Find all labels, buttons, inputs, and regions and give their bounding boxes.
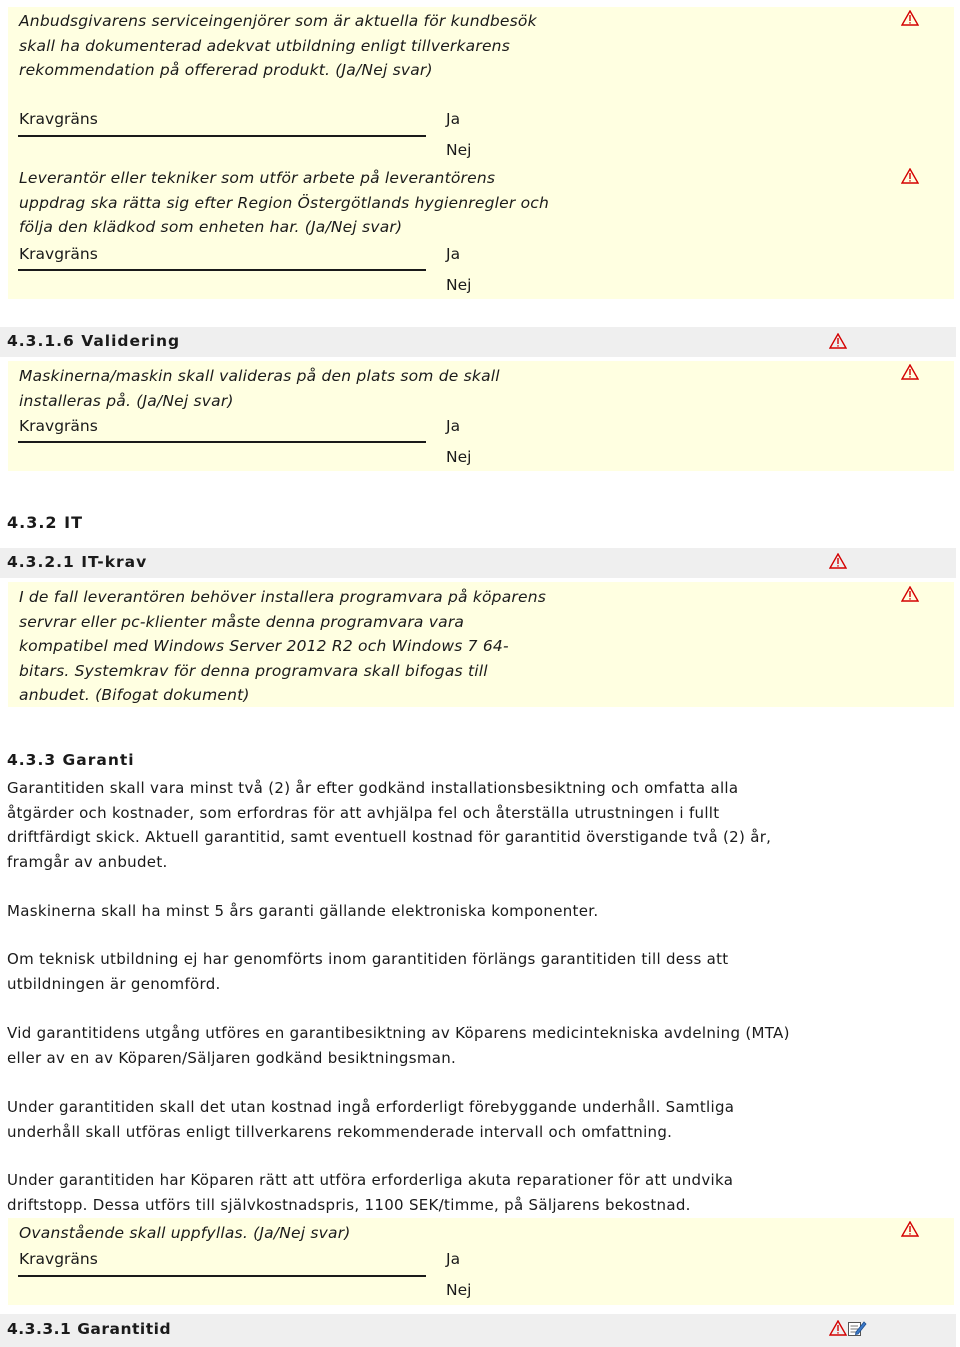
warning-icon[interactable] — [901, 586, 919, 602]
section-heading: 4.3.1.6 Validering — [7, 332, 181, 350]
warning-icon[interactable] — [901, 364, 919, 380]
warning-icon[interactable] — [829, 333, 847, 349]
section-heading: 4.3.3 Garanti — [7, 751, 135, 769]
option-yes[interactable]: Ja — [446, 245, 461, 263]
edit-icon[interactable] — [847, 1319, 867, 1337]
answer-line — [18, 1275, 426, 1277]
answer-line — [18, 135, 426, 137]
question-text: Ovanstående skall uppfyllas. (Ja/Nej svar) — [19, 1224, 351, 1242]
answer-line — [18, 441, 426, 443]
section-heading: 4.3.2.1 IT-krav — [7, 553, 148, 571]
question-text: Anbudsgivarens serviceingenjörer som är aktuella för kundbesök skall ha dokumenterad adekvat utbildning enligt tillverkarens rekommendation på offererad produkt. (Ja/Nej svar) — [19, 12, 537, 79]
body-paragraph: Garantitiden skall vara minst två (2) år efter godkänd installationsbesiktning och omfatta alla åtgärder och kostnader, som erfordras för att avhjälpa fel och återställa utrustningen i fullt driftfärdigt skick. Aktuell garantitid, samt eventuell kostnad för garantitid överstigande två (2) år, framgår av anbudet. — [7, 779, 772, 871]
warning-icon[interactable] — [901, 10, 919, 26]
kravgrans-label: Kravgräns — [19, 417, 98, 435]
warning-icon[interactable] — [901, 1221, 919, 1237]
option-yes[interactable]: Ja — [446, 110, 461, 128]
warning-icon[interactable] — [829, 1320, 847, 1336]
option-no[interactable]: Nej — [446, 1281, 472, 1299]
kravgrans-label: Kravgräns — [19, 245, 98, 263]
body-paragraph: Om teknisk utbildning ej har genomförts inom garantitiden förlängs garantitiden till dess att utbildningen är genomförd. — [7, 950, 729, 993]
answer-line — [18, 269, 426, 271]
question-text: Maskinerna/maskin skall valideras på den plats som de skall installeras på. (Ja/Nej svar) — [19, 367, 500, 410]
section-heading: 4.3.2 IT — [7, 513, 83, 532]
body-paragraph: Vid garantitidens utgång utföres en garantibesiktning av Köparens medicintekniska avdelning (MTA) eller av en av Köparen/Säljaren godkänd besiktningsman. — [7, 1024, 790, 1067]
question-text: I de fall leverantören behöver installera programvara på köparens servrar eller pc-klienter måste denna programvara vara kompatibel med Windows Server 2012 R2 och Windows 7 64-bitars. Systemkrav för denna programvara skall bifogas till anbudet. (Bifogat dokument) — [19, 588, 547, 704]
body-paragraph: Maskinerna skall ha minst 5 års garanti gällande elektroniska komponenter. — [7, 902, 599, 920]
warning-icon[interactable] — [901, 168, 919, 184]
option-no[interactable]: Nej — [446, 448, 472, 466]
option-yes[interactable]: Ja — [446, 1250, 461, 1268]
option-no[interactable]: Nej — [446, 141, 472, 159]
question-text: Leverantör eller tekniker som utför arbete på leverantörens uppdrag ska rätta sig efter Region Östergötlands hygienregler och följa den klädkod som enheten har. (Ja/Nej svar) — [19, 169, 549, 236]
option-no[interactable]: Nej — [446, 276, 472, 294]
body-paragraph: Under garantitiden skall det utan kostnad ingå erforderligt förebyggande underhåll. Samtliga underhåll skall utföras enligt tillverkarens rekommenderade intervall och omfattning. — [7, 1098, 735, 1141]
kravgrans-label: Kravgräns — [19, 110, 98, 128]
kravgrans-label: Kravgräns — [19, 1250, 98, 1268]
warning-icon[interactable] — [829, 553, 847, 569]
body-paragraph: Under garantitiden har Köparen rätt att utföra erforderliga akuta reparationer för att undvika driftstopp. Dessa utförs till självkostnadspris, 1100 SEK/timme, på Säljarens bekostnad. — [7, 1171, 734, 1214]
option-yes[interactable]: Ja — [446, 417, 461, 435]
section-heading: 4.3.3.1 Garantitid — [7, 1320, 172, 1338]
